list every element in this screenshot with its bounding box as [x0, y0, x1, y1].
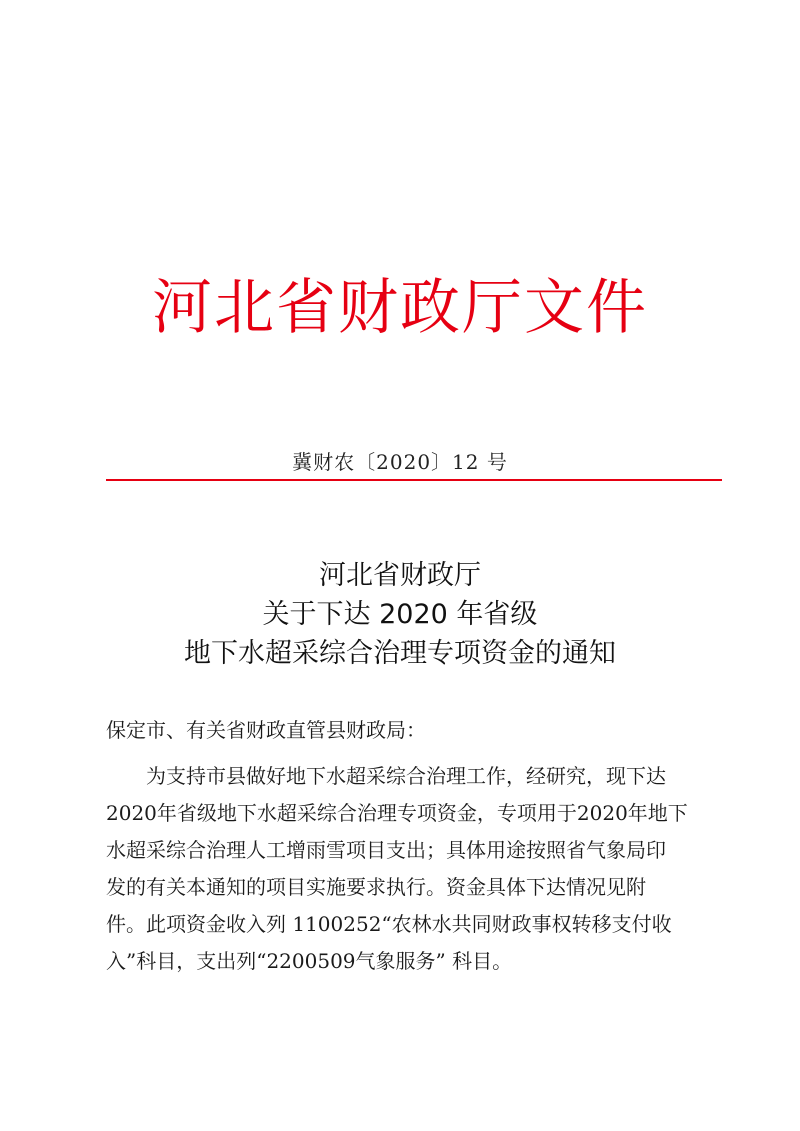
- title-line-3: 地下水超采综合治理专项资金的通知: [184, 638, 616, 669]
- body-line: 为支持市县做好地下水超采综合治理工作，经研究，现下达: [146, 764, 666, 788]
- title-line-2: 关于下达 2020 年省级: [262, 599, 538, 630]
- body-line: 发的有关本通知的项目实施要求执行。资金具体下达情况见附: [106, 875, 646, 899]
- document-number: 冀财农〔2020〕12 号: [292, 450, 508, 474]
- issuer-banner: 河北省财政厅文件: [152, 273, 648, 343]
- body-line: 2020年省级地下水超采综合治理专项资金，专项用于2020年地下: [106, 801, 688, 825]
- body-line: 入”科目，支出列“2200509气象服务” 科目。: [106, 949, 513, 973]
- body-paragraph: [106, 758, 722, 980]
- red-divider-line: [106, 479, 722, 481]
- title-line-1: 河北省财政厅: [319, 560, 481, 591]
- body-line: 件。此项资金收入列 1100252“农林水共同财政事权转移支付收: [106, 912, 672, 936]
- body-line: 水超采综合治理人工增雨雪项目支出；具体用途按照省气象局印: [106, 838, 666, 862]
- document-title: [0, 556, 800, 673]
- salutation: 保定市、有关省财政直管县财政局：: [106, 718, 426, 742]
